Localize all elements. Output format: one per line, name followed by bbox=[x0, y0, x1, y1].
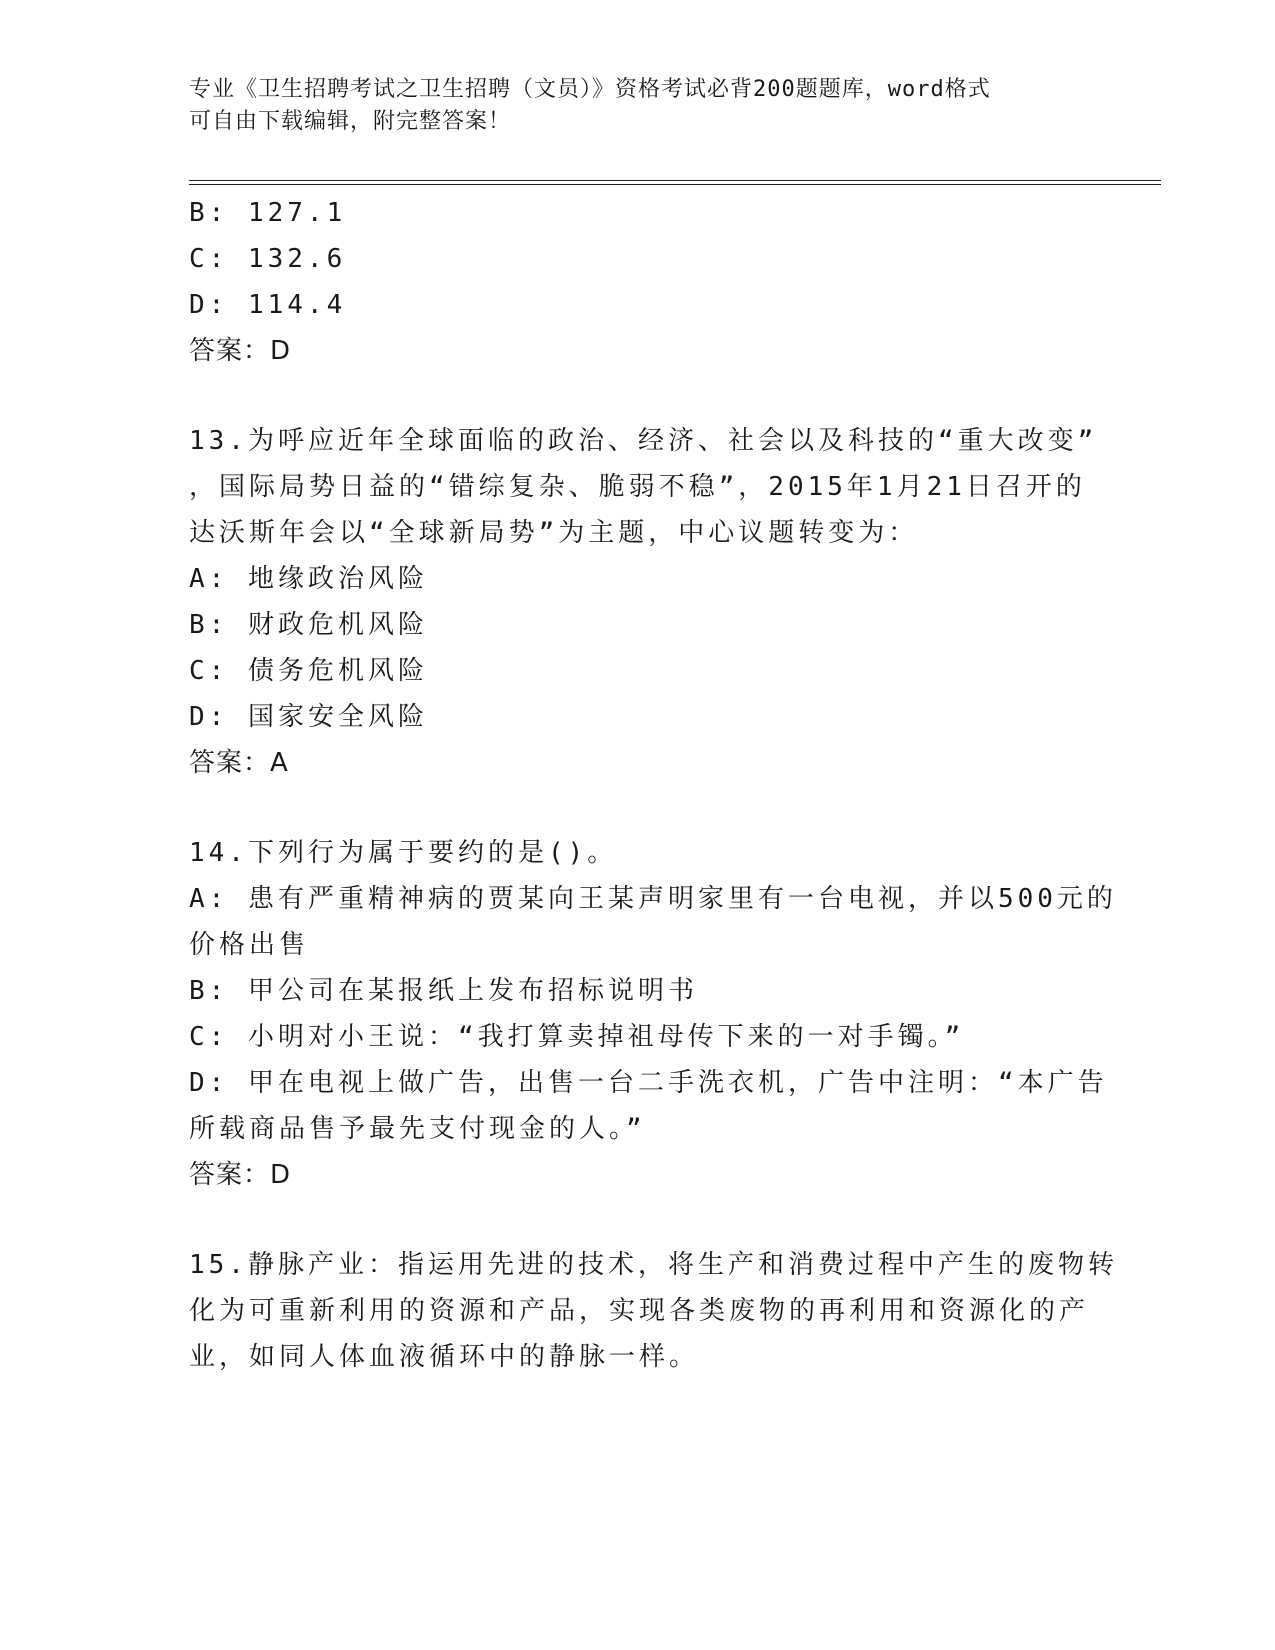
option-b: B: 甲公司在某报纸上发布招标说明书 bbox=[189, 976, 698, 1006]
option-a: A: 患有严重精神病的贾某向王某声明家里有一台电视，并以500元的 bbox=[189, 884, 1117, 914]
option-d: D: 114.4 bbox=[189, 290, 347, 320]
option-a: A: 地缘政治风险 bbox=[189, 564, 428, 594]
spacer bbox=[189, 786, 1089, 830]
header-line-1: 专业《卫生招聘考试之卫生招聘（文员）》资格考试必背200题题库，word格式 bbox=[189, 77, 991, 102]
header-divider-bottom bbox=[189, 184, 1161, 185]
answer-line: 答案：D bbox=[189, 1160, 292, 1190]
question-content bbox=[189, 190, 1118, 1380]
question-stem-line: 达沃斯年会以“全球新局势”为主题，中心议题转变为： bbox=[189, 518, 919, 548]
option-d-continued: 所载商品售予最先支付现金的人。” bbox=[189, 1114, 646, 1144]
answer-line: 答案：A bbox=[189, 748, 289, 778]
option-a-continued: 价格出售 bbox=[189, 930, 310, 960]
question-stem-line: ，国际局势日益的“错综复杂、脆弱不稳”，2015年1月21日召开的 bbox=[189, 472, 1086, 502]
spacer bbox=[189, 374, 1089, 418]
question-15 bbox=[189, 1242, 1118, 1380]
question-12-tail bbox=[189, 190, 1089, 374]
question-14 bbox=[189, 830, 1117, 1198]
page-header bbox=[189, 74, 1069, 138]
question-13 bbox=[189, 418, 1098, 786]
header-divider-top bbox=[189, 180, 1161, 181]
option-b: B: 财政危机风险 bbox=[189, 610, 428, 640]
question-stem-line: 化为可重新利用的资源和产品，实现各类废物的再利用和资源化的产 bbox=[189, 1296, 1090, 1326]
option-c: C: 小明对小王说：“我打算卖掉祖母传下来的一对手镯。” bbox=[189, 1022, 965, 1052]
question-stem-line: 业，如同人体血液循环中的静脉一样。 bbox=[189, 1342, 700, 1372]
question-stem-line: 13.为呼应近年全球面临的政治、经济、社会以及科技的“重大改变” bbox=[189, 426, 1098, 456]
option-b: B: 127.1 bbox=[189, 198, 347, 228]
header-line-2: 可自由下载编辑，附完整答案！ bbox=[189, 109, 512, 134]
question-stem-line: 15.静脉产业：指运用先进的技术，将生产和消费过程中产生的废物转 bbox=[189, 1250, 1118, 1280]
question-stem: 14.下列行为属于要约的是()。 bbox=[189, 838, 618, 868]
option-c: C: 债务危机风险 bbox=[189, 656, 428, 686]
spacer bbox=[189, 1198, 1089, 1242]
answer-line: 答案：D bbox=[189, 336, 292, 366]
option-d: D: 国家安全风险 bbox=[189, 702, 428, 732]
option-d: D: 甲在电视上做广告，出售一台二手洗衣机，广告中注明：“本广告 bbox=[189, 1068, 1108, 1098]
option-c: C: 132.6 bbox=[189, 244, 347, 274]
